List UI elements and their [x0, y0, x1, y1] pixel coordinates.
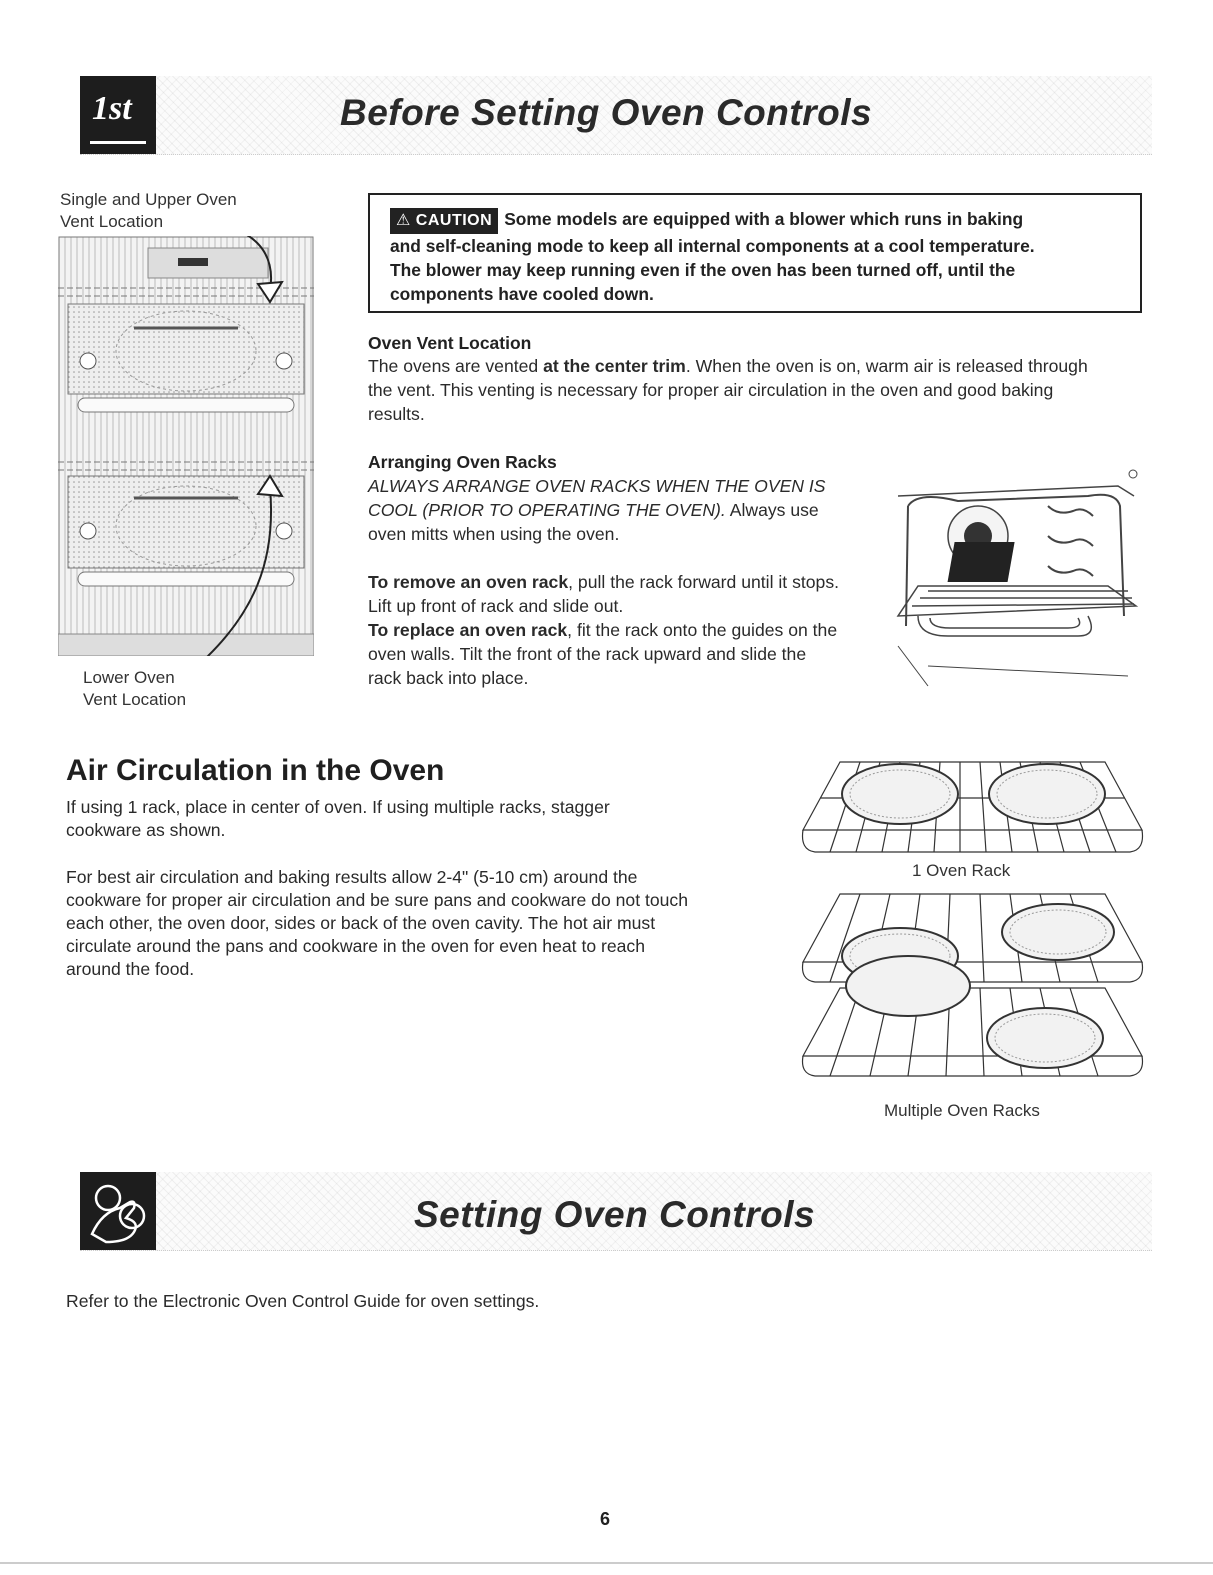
first-badge-text: 1st [92, 90, 132, 127]
caution-line-2: and self-cleaning mode to keep all internal components at a cool temperature. [390, 236, 1035, 256]
replace-rack-line-2: oven walls. Tilt the front of the rack upward and slide the [368, 644, 807, 664]
remove-rack-line-1 [368, 571, 839, 593]
racks-warning-italic: COOL (PRIOR TO OPERATING THE OVEN). [368, 500, 726, 520]
caution-line-3: The blower may keep running even if the oven has been turned off, until the [390, 260, 1016, 280]
page-number: 6 [600, 1509, 611, 1529]
vent-paragraph-line-1 [368, 355, 1148, 377]
air-p2-line-2: cookware for proper air circulation and be sure pans and cookware do not touch [66, 890, 689, 910]
vent-text-pre: The ovens are vented [368, 356, 544, 376]
caution-line-1: Some models are equipped with a blower which runs in baking [504, 209, 1024, 229]
section-title-setting: Setting Oven Controls [414, 1194, 816, 1235]
multiple-racks-caption: Multiple Oven Racks [884, 1101, 1040, 1120]
caution-box [368, 193, 1142, 313]
remove-rack-rest: , pull the rack forward until it stops. [568, 572, 840, 592]
vent-text-bold: at the center trim [543, 356, 686, 376]
racks-warning-line-2 [368, 499, 819, 521]
upper-vent-label: Single and Upper Oven [60, 190, 237, 209]
bottom-rule [0, 1562, 1213, 1564]
hand-on-controls-icon [80, 1172, 156, 1250]
vent-text-post: . When the oven is on, warm air is released through [685, 356, 1088, 376]
racks-heading: Arranging Oven Racks [368, 452, 557, 472]
air-p2-line-5: around the food. [66, 959, 195, 979]
replace-rack-line-1 [368, 619, 837, 641]
first-step-icon [80, 76, 156, 154]
multiple-racks-illustration [800, 892, 1145, 1082]
air-p1-line-2: cookware as shown. [66, 820, 226, 840]
air-p1-line-1: If using 1 rack, place in center of oven. If using multiple racks, stagger [66, 797, 610, 817]
remove-rack-line-2: Lift up front of rack and slide out. [368, 596, 624, 616]
remove-rack-bold: To remove an oven rack [368, 572, 569, 592]
air-p2-line-4: circulate around the pans and cookware in the oven for even heat to reach [66, 936, 646, 956]
air-p2-line-1: For best air circulation and baking results allow 2-4" (5-10 cm) around the [66, 867, 638, 887]
section-title-before: Before Setting Oven Controls [340, 92, 873, 133]
lower-vent-label-2: Vent Location [83, 690, 187, 709]
upper-vent-label-2: Vent Location [60, 212, 164, 231]
double-oven-illustration [58, 236, 314, 656]
racks-warning-rest: Always use [725, 500, 819, 520]
replace-rack-bold: To replace an oven rack [368, 620, 568, 640]
oven-rack-interior-illustration [888, 466, 1142, 692]
warning-triangle-icon: ⚠ [396, 212, 411, 229]
one-rack-illustration [800, 760, 1145, 860]
vent-paragraph-line-3: results. [368, 404, 425, 424]
setting-instruction: Refer to the Electronic Oven Control Guide for oven settings. [66, 1291, 540, 1311]
caution-badge [390, 208, 498, 234]
hand-pointer-icon [80, 1172, 156, 1250]
lower-vent-label: Lower Oven [83, 668, 175, 687]
caution-line-4: components have cooled down. [390, 284, 654, 304]
air-circulation-heading: Air Circulation in the Oven [66, 754, 445, 787]
caution-badge-text: CAUTION [415, 212, 493, 229]
replace-rack-line-3: rack back into place. [368, 668, 529, 688]
vent-heading: Oven Vent Location [368, 333, 532, 353]
vent-paragraph-line-2: the vent. This venting is necessary for proper air circulation in the oven and good baking [368, 380, 1054, 400]
one-rack-caption: 1 Oven Rack [912, 861, 1011, 880]
racks-warning-line-3: oven mitts when using the oven. [368, 524, 620, 544]
air-p2-line-3: each other, the oven door, sides or back of the oven cavity. The hot air must [66, 913, 656, 933]
racks-warning-line-1: ALWAYS ARRANGE OVEN RACKS WHEN THE OVEN IS [368, 476, 826, 496]
replace-rack-rest: , fit the rack onto the guides on the [567, 620, 838, 640]
